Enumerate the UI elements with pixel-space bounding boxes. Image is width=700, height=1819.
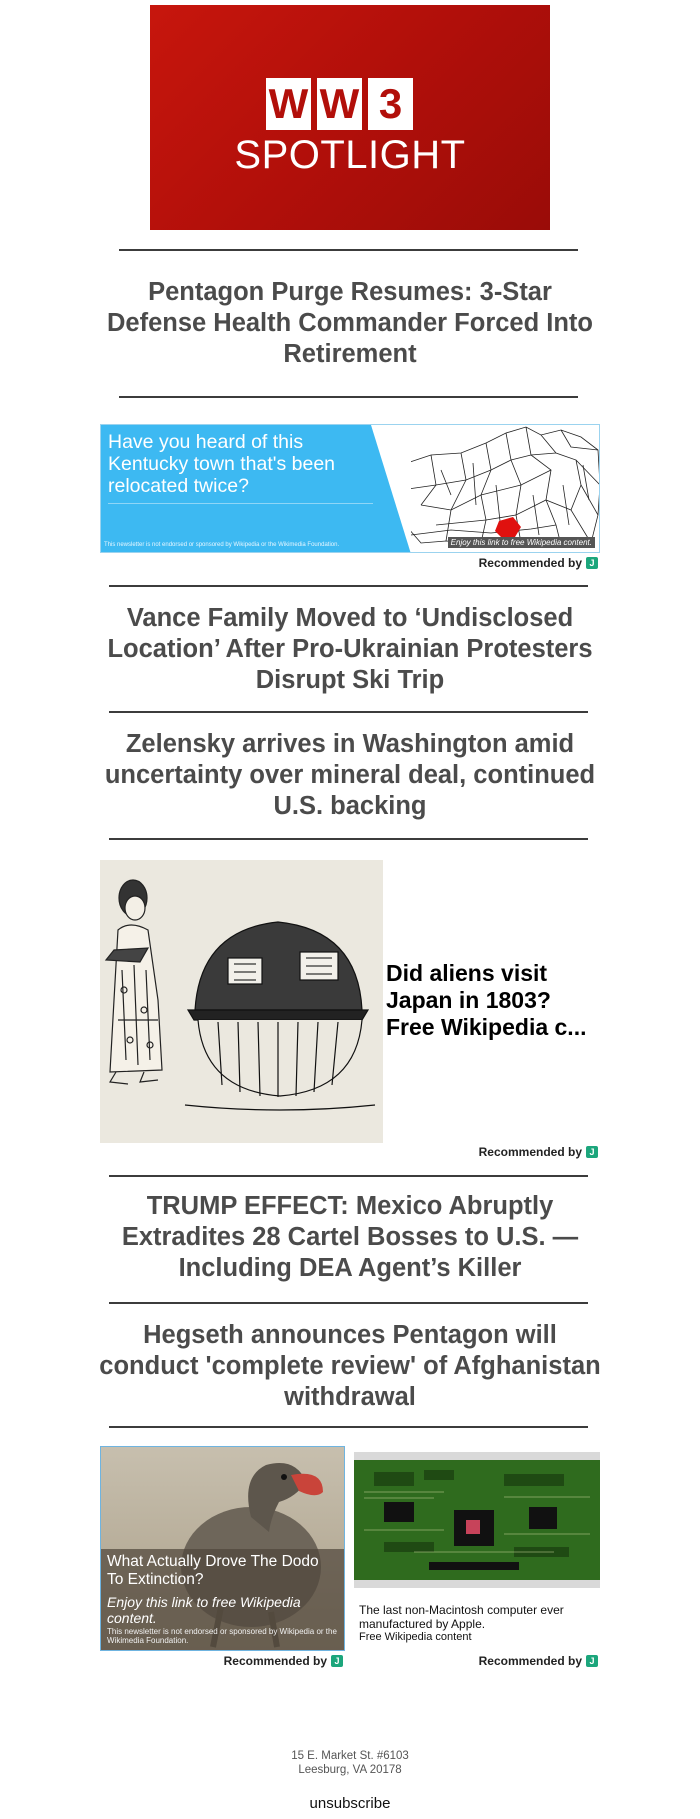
divider bbox=[109, 1426, 588, 1428]
logo-letter: W bbox=[266, 78, 311, 130]
dodo-subtext: Enjoy this link to free Wikipedia content. bbox=[107, 1594, 301, 1626]
aliens-ad-headline[interactable]: Did aliens visit Japan in 1803? Free Wikipedia c... bbox=[386, 960, 587, 1040]
ad-divider bbox=[108, 503, 373, 504]
ufo-illustration-icon bbox=[100, 860, 383, 1143]
apple-headline: The last non-Macintosh computer ever manufactured by Apple. bbox=[359, 1603, 564, 1631]
jeeng-logo-icon: J bbox=[331, 1655, 343, 1667]
logo-wordmark: SPOTLIGHT bbox=[234, 133, 466, 177]
ww3-spotlight-logo[interactable] bbox=[150, 5, 550, 230]
ww3-badge bbox=[266, 78, 413, 130]
kentucky-ad-banner[interactable] bbox=[100, 424, 600, 553]
article-headline-link[interactable]: Vance Family Moved to ‘Undisclosed Location’ After Pro-Ukrainian Protesters Disrupt Ski Trip bbox=[107, 604, 593, 694]
divider bbox=[109, 711, 588, 713]
map-caption: Enjoy this link to free Wikipedia content. bbox=[448, 537, 595, 548]
recommended-by-label[interactable] bbox=[150, 1654, 343, 1668]
recommended-by-label[interactable] bbox=[400, 1145, 598, 1159]
dodo-ad-card[interactable] bbox=[100, 1446, 345, 1651]
divider bbox=[109, 838, 588, 840]
address-line: Leesburg, VA 20178 bbox=[298, 1764, 402, 1776]
dodo-headline: What Actually Drove The Dodo To Extinction? bbox=[107, 1553, 319, 1588]
footer-address bbox=[0, 1749, 700, 1777]
address-line: 15 E. Market St. #6103 bbox=[291, 1750, 409, 1762]
ad-headline: Have you heard of this Kentucky town that's been relocated twice? bbox=[108, 431, 336, 497]
recommended-by-label[interactable] bbox=[400, 1654, 598, 1668]
recommended-by-text: Recommended by bbox=[478, 556, 582, 570]
article-headline-link[interactable]: Pentagon Purge Resumes: 3-Star Defense Health Commander Forced Into Retirement bbox=[106, 278, 593, 368]
jeeng-logo-icon: J bbox=[586, 557, 598, 569]
divider bbox=[109, 1175, 588, 1177]
ad-disclaimer: This newsletter is not endorsed or sponsored by Wikipedia or the Wikimedia Foundation. bbox=[104, 542, 340, 548]
article-headline-link[interactable]: TRUMP EFFECT: Mexico Abruptly Extradites 28 Cartel Bosses to U.S. — Including DEA Agent’s Killer bbox=[121, 1192, 579, 1282]
apple-circuit-board-image[interactable] bbox=[354, 1452, 600, 1588]
recommended-by-text: Recommended by bbox=[478, 1145, 582, 1159]
circuit-board-icon bbox=[354, 1452, 600, 1588]
divider bbox=[109, 1302, 588, 1304]
article-headline-link[interactable]: Hegseth announces Pentagon will conduct 'complete review' of Afghanistan withdrawal bbox=[99, 1321, 601, 1411]
divider bbox=[119, 396, 578, 398]
recommended-by-label[interactable] bbox=[400, 556, 598, 570]
jeeng-logo-icon: J bbox=[586, 1146, 598, 1158]
apple-ad-caption[interactable] bbox=[359, 1603, 599, 1644]
recommended-by-text: Recommended by bbox=[223, 1654, 327, 1668]
divider bbox=[119, 249, 578, 251]
dodo-disclaimer: This newsletter is not endorsed or sponsored by Wikipedia or the Wikimedia Foundation. bbox=[107, 1627, 337, 1645]
logo-letter: 3 bbox=[368, 78, 413, 130]
apple-subtext: Free Wikipedia content bbox=[359, 1631, 472, 1643]
recommended-by-text: Recommended by bbox=[478, 1654, 582, 1668]
jeeng-logo-icon: J bbox=[586, 1655, 598, 1667]
article-headline-link[interactable]: Zelensky arrives in Washington amid uncertainty over mineral deal, continued U.S. backing bbox=[104, 730, 596, 820]
logo-letter: W bbox=[317, 78, 362, 130]
unsubscribe-link[interactable]: unsubscribe bbox=[309, 1795, 391, 1812]
divider bbox=[109, 585, 588, 587]
ufo-woodblock-image[interactable] bbox=[100, 860, 383, 1143]
